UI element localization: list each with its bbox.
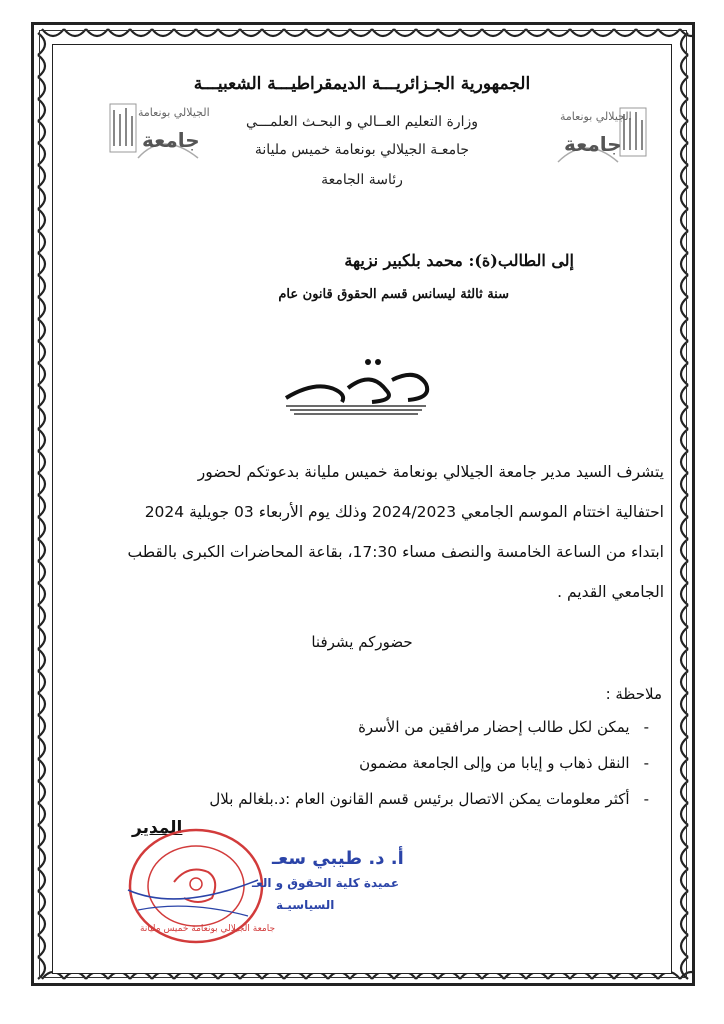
university-line: جامعـة الجيلالي بونعامة خميس مليانة [254,142,470,158]
note-item: -النقل ذهاب و إيابا من وإلى الجامعة مضمون [359,754,649,772]
student-level-line: سنة ثالثة ليسانس قسم الحقوق قانون عام [278,287,509,302]
note-item-text: يمكن لكل طالب إحضار مرافقين من الأسرة [358,718,630,736]
signatory-title: عميدة كلية الحقوق و العـ [252,876,400,890]
logo-text-top-right: الجيلالي بونعامة [560,110,632,123]
body-line-2: احتفالية اختتام الموسم الجامعي 2024/2023 وذلك يوم الأربعاء 03 جويلية 2024 [144,503,664,521]
closing-phrase: حضوركم يشرفنا [311,633,413,651]
signatory-name: أ. د. طيبي سعـ [272,848,404,869]
logo-text-top: الجيلالي بونعامة [138,106,210,119]
ministry-line: وزارة التعليم العــالي و البحـث العلمـــي [245,114,479,130]
invitation-title [276,340,436,420]
logo-text-bottom-right: جامعة [564,132,622,156]
body-line-1: يتشرف السيد مدير جامعة الجيلالي بونعامة خميس مليانة بدعوتكم لحضور [197,463,664,481]
note-item-text: النقل ذهاب و إيابا من وإلى الجامعة مضمون [359,754,630,772]
signatory-title-2: السياسيـة [276,898,335,912]
presidency-line: رئاسة الجامعة [321,172,403,188]
republic-heading: الجمهورية الجـزائريـــة الديمقراطيـــة الشعبيـــة [193,74,531,94]
director-role: المدير [132,818,183,838]
stamp-text: جامعة الجيلالي بونعامة خميس مليانة [140,924,276,934]
body-line-3: ابتداء من الساعة الخامسة والنصف مساء 17:30، بقاعة المحاضرات الكبرى بالقطب [127,543,664,561]
note-item: -أكثر معلومات يمكن الاتصال برئيس قسم القانون العام :د.بلغالم بلال [209,790,649,808]
note-item-text: أكثر معلومات يمكن الاتصال برئيس قسم القانون العام :د.بلغالم بلال [209,790,630,808]
note-item: -يمكن لكل طالب إحضار مرافقين من الأسرة [358,718,649,736]
body-line-4: الجامعي القديم . [557,583,664,601]
recipient-line: إلى الطالب(ة): محمد بلكبير نزيهة [344,251,574,270]
university-logo-left [108,100,210,162]
university-logo-right [556,104,648,166]
notes-heading: ملاحظة : [605,685,662,703]
logo-text-bottom: جامعة [142,128,200,152]
